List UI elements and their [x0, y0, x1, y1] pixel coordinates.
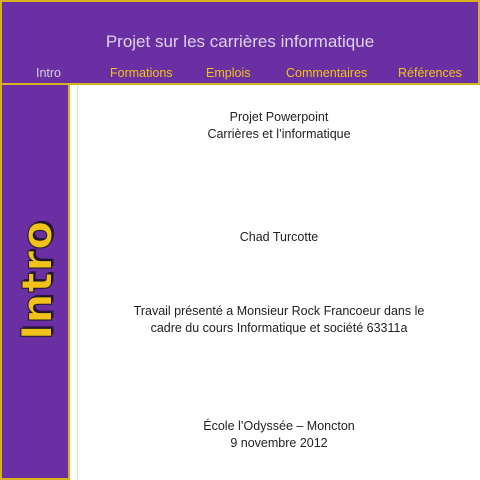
school-name: École l’Odyssée – Moncton: [203, 419, 355, 433]
description-line: cadre du cours Informatique et société 63311a: [150, 321, 408, 335]
project-title-line: Projet Powerpoint: [229, 110, 329, 124]
sidebar-divider: [70, 85, 78, 480]
nav-link-commentaires[interactable]: Commentaires: [286, 66, 368, 80]
project-title-block: [78, 109, 480, 143]
nav-link-intro[interactable]: Intro: [36, 66, 62, 80]
header-bar: [0, 0, 480, 85]
description-line: Travail présenté a Monsieur Rock Francoeur dans le: [133, 304, 425, 318]
page-title: Projet sur les carrières informatique: [105, 32, 375, 51]
nav-link-formations[interactable]: Formations: [110, 66, 173, 80]
project-subtitle-line: Carrières et l’informatique: [207, 127, 351, 141]
sidebar: [0, 85, 70, 480]
school-block: [78, 418, 480, 452]
nav-link-emplois[interactable]: Emplois: [206, 66, 251, 80]
description-block: [78, 303, 480, 337]
main-content: [78, 85, 480, 480]
sidebar-section-label: Intro: [12, 219, 62, 341]
nav-bar: [2, 66, 478, 84]
date-text: 9 novembre 2012: [230, 436, 328, 450]
author-name: Chad Turcotte: [239, 230, 319, 244]
author-block: [78, 229, 480, 246]
nav-link-references[interactable]: Références: [398, 66, 462, 80]
